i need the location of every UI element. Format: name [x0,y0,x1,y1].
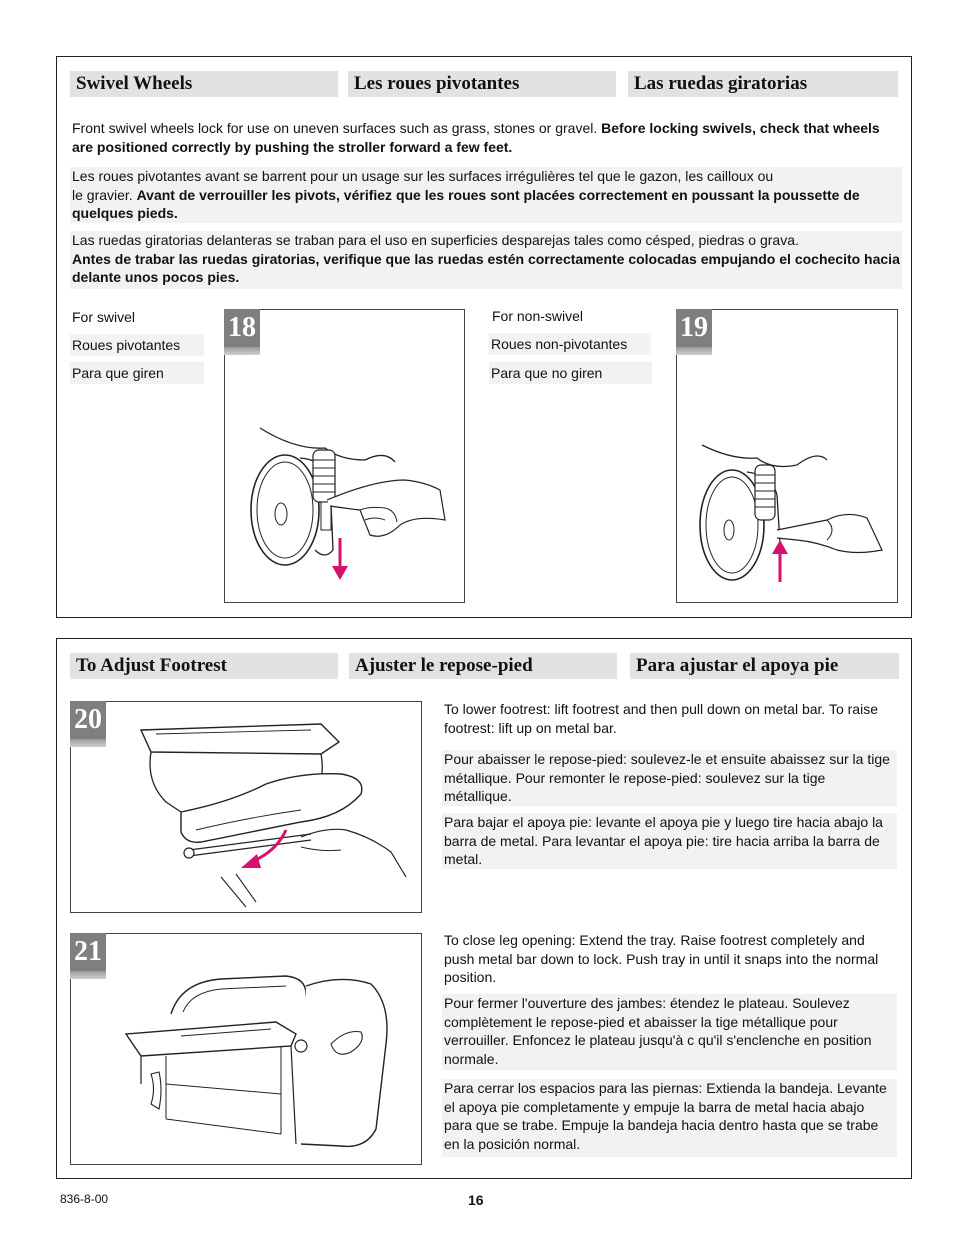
swivel-text-es [70,231,902,289]
swivel-text-es-bold: Antes de trabar las ruedas giratorias, verifique que las ruedas estén correctamente colocadas empujando el cochecito hacia delante unos pocos pies. [72,250,900,285]
header-swivel-es: Las ruedas giratorias [628,71,898,97]
figure-19 [676,309,898,603]
swivel-text-en [72,119,902,156]
figure-20-number: 20 [70,701,106,739]
figure-20 [70,701,422,913]
swivel-text-fr-line2: le gravier. [72,186,137,203]
fig21-text-en: To close leg opening: Extend the tray. Raise footrest completely and push metal bar down to lock. Push tray in until it snaps into the normal position. [444,932,879,985]
header-footrest-fr: Ajuster le repose-pied [349,653,617,679]
fig21-text-fr: Pour fermer l'ouverture des jambes: étendez le plateau. Soulevez complètement le repose-pied et abaisser la tige métallique pour verrouiller. Enfoncez le plateau jusqu'à c qu'il s'enclenche en position normale. [442,994,897,1070]
fig19-label-fr: Roues non-pivotantes [489,333,651,355]
header-footrest-en: To Adjust Footrest [70,653,338,679]
figure-18-number: 18 [224,309,260,347]
swivel-text-fr [70,167,902,223]
page-number: 16 [468,1192,484,1208]
footrest-lower-illustration [71,702,421,912]
fig19-label-es: Para que no giren [489,362,652,384]
swivel-text-fr-bold: Avant de verrouiller les pivots, vérifiez que les roues sont placées correctement en poussant la poussette de quelques pieds. [72,186,860,221]
swivel-text-en-plain: Front swivel wheels lock for use on uneven surfaces such as grass, stones or gravel. [72,120,602,136]
footer-code: 836-8-00 [60,1192,109,1206]
fig18-label-en: For swivel [72,309,136,325]
header-swivel-fr: Les roues pivotantes [348,71,616,97]
fig20-text-en: To lower footrest: lift footrest and then pull down on metal bar. To raise footrest: lift up on metal bar. [444,701,878,736]
figure-21 [70,933,422,1165]
figure-21-number: 21 [70,933,106,971]
swivel-text-en-bold: Before locking swivels, check that wheels are positioned correctly by pushing the stroller forward a few feet. [72,120,880,155]
fig19-label-en: For non-swivel [492,308,584,324]
figure-19-number: 19 [676,309,712,347]
figure-18 [224,309,465,603]
fig20-text-fr: Pour abaisser le repose-pied: soulevez-le et ensuite abaissez sur la tige métallique. Pour remonter le repose-pied: soulevez sur la tige métallique. [442,750,897,806]
fig18-label-fr: Roues pivotantes [70,334,204,356]
fig18-label-es: Para que giren [70,362,204,384]
fig20-text-es: Para bajar el apoya pie: levante el apoya pie y luego tire hacia abajo la barra de metal. Para levantar el apoya pie: tire hacia arriba la barra de metal. [442,813,897,869]
header-swivel-en: Swivel Wheels [70,71,338,97]
header-footrest-es: Para ajustar el apoya pie [630,653,899,679]
footrest-section [56,638,912,1179]
footrest-close-illustration [71,934,421,1164]
swivel-text-fr-line1: Les roues pivotantes avant se barrent pour un usage sur les surfaces irrégulières tel que le gazon, les cailloux ou [72,168,774,184]
wheel-swivel-illustration [225,310,465,602]
wheel-nonswivel-illustration [677,310,897,602]
fig21-text-es: Para cerrar los espacios para las piernas: Extienda la bandeja. Levante el apoya pie completamente y empuje la barra de metal hacia abajo para que se trabe. Empuje la bandeja hacia dentro hasta que se trabe en la posición normal. [442,1079,897,1157]
swivel-text-es-plain: Las ruedas giratorias delanteras se traban para el uso en superficies desparejas tales como césped, piedras o grava. [72,232,799,248]
swivel-section [56,56,912,618]
